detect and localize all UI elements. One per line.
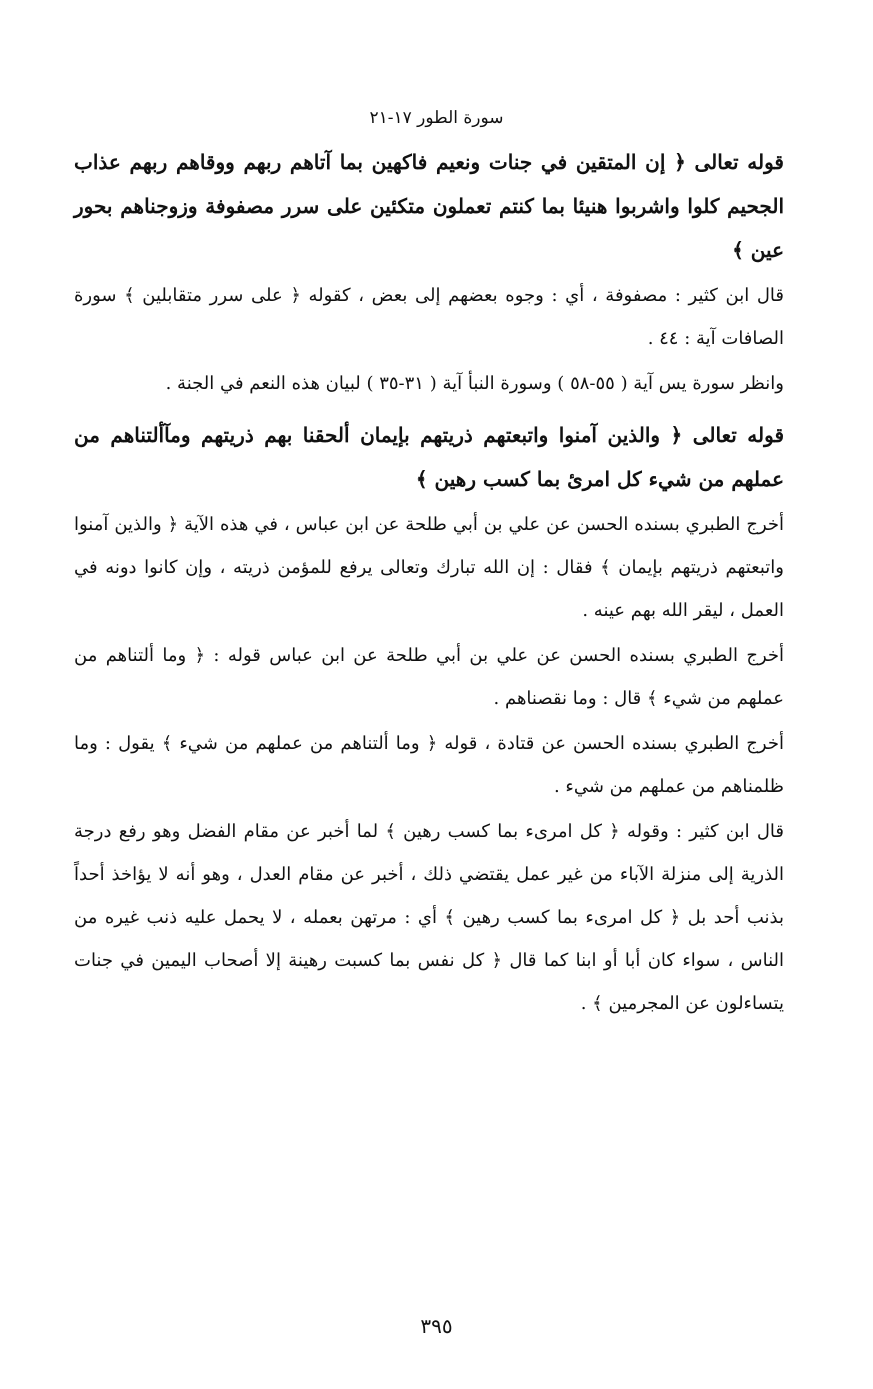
commentary-paragraph-4: أخرج الطبري بسنده الحسن عن علي بن أبي طلحة عن ابن عباس قوله : ﴿ وما ألتناهم من عملهم من شيء ﴾ قال : وما نقصناهم . <box>74 645 784 709</box>
page-number: ٣٩٥ <box>420 1314 453 1338</box>
commentary-paragraph-5: أخرج الطبري بسنده الحسن عن قتادة ، قوله ﴿ وما ألتناهم من عملهم من شيء ﴾ يقول : وما ظلمناهم من عملهم من شيء . <box>74 733 784 797</box>
verse-paragraph-1: قوله تعالى ﴿ إن المتقين في جنات ونعيم فاكهين بما آتاهم ربهم ووقاهم ربهم عذاب الجحيم كلوا واشربوا هنيئا بما كنتم تعملون متكئين على سرر مصفوفة وزوجناهم بحور عين ﴾ <box>74 150 784 262</box>
commentary-paragraph-3: أخرج الطبري بسنده الحسن عن علي بن أبي طلحة عن ابن عباس ، في هذه الآية ﴿ والذين آمنوا واتبعتهم ذريتهم بإيمان ﴾ فقال : إن الله تبارك وتعالى يرفع للمؤمن ذريته ، وإن كانوا دونه في العمل ، ليقر الله بهم عينه . <box>74 514 785 621</box>
page-body <box>74 140 784 1025</box>
commentary-paragraph-2: وانظر سورة يس آية ( ٥٥-٥٨ ) وسورة النبأ آية ( ٣١-٣٥ ) لبيان هذه النعم في الجنة . <box>165 373 784 394</box>
verse-paragraph-2: قوله تعالى ﴿ والذين آمنوا واتبعتهم ذريتهم بإيمان ألحقنا بهم ذريتهم ومآألتناهم من عملهم من شيء كل امرئ بما كسب رهين ﴾ <box>74 423 784 491</box>
running-header: سورة الطور ١٧-٢١ <box>369 108 504 128</box>
commentary-paragraph-6: قال ابن كثير : وقوله ﴿ كل امرىء بما كسب رهين ﴾ لما أخبر عن مقام الفضل وهو رفع درجة الذرية إلى منزلة الآباء من غير عمل يقتضي ذلك ، أخبر عن مقام العدل ، وهو أنه لا يؤاخذ أحداً بذنب أحد بل ﴿ كل امرىء بما كسب رهين ﴾ أي : مرتهن بعمله ، لا يحمل عليه ذنب غيره من الناس ، سواء كان أبا أو ابنا كما قال ﴿ كل نفس بما كسبت رهينة إلا أصحاب اليمين في جنات يتساءلون عن المجرمين ﴾ . <box>74 821 784 1014</box>
commentary-paragraph-1: قال ابن كثير : مصفوفة ، أي : وجوه بعضهم إلى بعض ، كقوله ﴿ على سرر متقابلين ﴾ سورة الصافات آية : ٤٤ . <box>74 285 784 349</box>
